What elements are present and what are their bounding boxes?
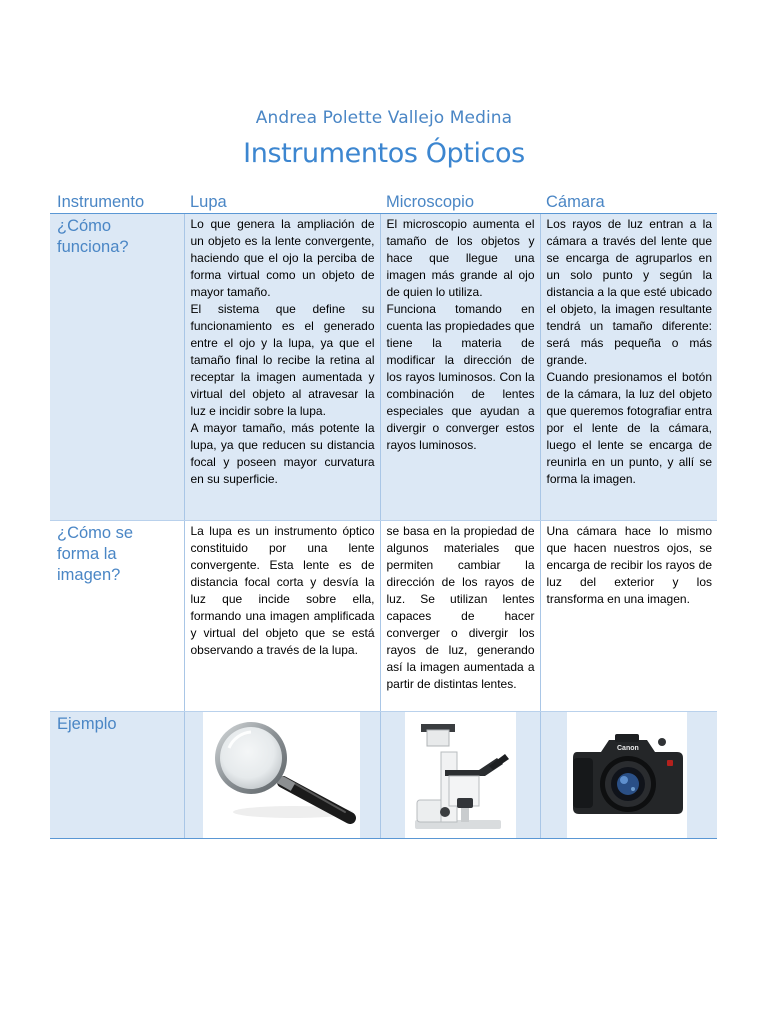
camera-photo <box>567 712 688 838</box>
paragraph: se basa en la propiedad de algunos materiales que permiten cambiar la dirección de los rayos de luz. Se utilizan lentes capaces de hacer converger o divergir los rayos de luz, generando así la imagen aumentada a partir de distintas lentes. <box>386 523 535 691</box>
cell-camara-forma <box>540 520 717 711</box>
instruments-table <box>50 193 717 839</box>
cell-lupa-forma <box>184 520 380 711</box>
header-instrumento: Instrumento <box>50 193 184 213</box>
cell-microscopio-funciona <box>380 213 540 520</box>
row-ejemplo <box>50 711 717 838</box>
cell-microscopio-forma <box>380 520 540 711</box>
row-como-se-forma <box>50 520 717 711</box>
header-row <box>50 193 717 213</box>
header-camara: Cámara <box>540 193 717 213</box>
microscope-photo <box>405 712 516 838</box>
header-microscopio: Microscopio <box>380 193 540 213</box>
row-como-funciona <box>50 213 717 520</box>
row-label-como-se-forma: ¿Cómo se forma la imagen? <box>50 520 184 711</box>
author-name: Andrea Polette Vallejo Medina <box>255 108 513 128</box>
cell-microscopio-image <box>380 711 540 838</box>
row-label-como-funciona: ¿Cómo funciona? <box>50 213 184 520</box>
paragraph: A mayor tamaño, más potente la lupa, ya que reducen su distancia focal y poseen mayor curvatura en su superficie. <box>190 420 375 486</box>
page-title: Instrumentos Ópticos <box>243 138 525 169</box>
paragraph: El microscopio aumenta el tamaño de los objetos y hace que llegue una imagen más grande al ojo de quien lo utiliza. <box>386 216 535 299</box>
paragraph: El sistema que define su funcionamiento es el generado entre el ojo y la lupa, ya que el tamaño final lo recibe la retina al receptar la imagen aumentada y virtual del objeto al atravesar la luz e incidir sobre la lupa. <box>190 301 375 418</box>
cell-camara-funciona <box>540 213 717 520</box>
paragraph: La lupa es un instrumento óptico constituido por una lente convergente. Esta lente es de distancia focal corta y desvía la luz que incide sobre ella, formando una imagen amplificada y virtual del objeto que se está observando a través de la lupa. <box>190 523 375 657</box>
cell-lupa-image <box>184 711 380 838</box>
row-label-ejemplo: Ejemplo <box>50 711 184 838</box>
paragraph: Funciona tomando en cuenta las propiedades que tiene la materia de modificar la dirección de los rayos luminosos. Con la combinación de lentes especiales que ayudan a divergir o converger estos rayos luminosos. <box>386 301 535 452</box>
header-lupa: Lupa <box>184 193 380 213</box>
cell-lupa-funciona <box>184 213 380 520</box>
cell-camara-image <box>540 711 717 838</box>
paragraph: Una cámara hace lo mismo que hacen nuestros ojos, se encarga de recibir los rayos de luz del exterior y los transforma en una imagen. <box>546 523 712 606</box>
paragraph: Los rayos de luz entran a la cámara a través del lente que se encarga de agruparlos en un solo punto y según la distancia a la que esté ubicado el objeto, la imagen resultante tendrá un tamaño diferente: será más pequeña o más grande. <box>546 216 712 367</box>
paragraph: Cuando presionamos el botón de la cámara, la luz del objeto que queremos fotografiar entra por el lente de la cámara, luego el lente se encarga de reunirla en un punto, y allí se forma la imagen. <box>546 369 712 486</box>
magnifying-glass-photo <box>203 712 360 838</box>
camera-brand-label: Canon <box>616 744 639 752</box>
paragraph: Lo que genera la ampliación de un objeto es la lente convergente, haciendo que el ojo la perciba de forma virtual como un objeto de mayor tamaño. <box>190 216 375 299</box>
